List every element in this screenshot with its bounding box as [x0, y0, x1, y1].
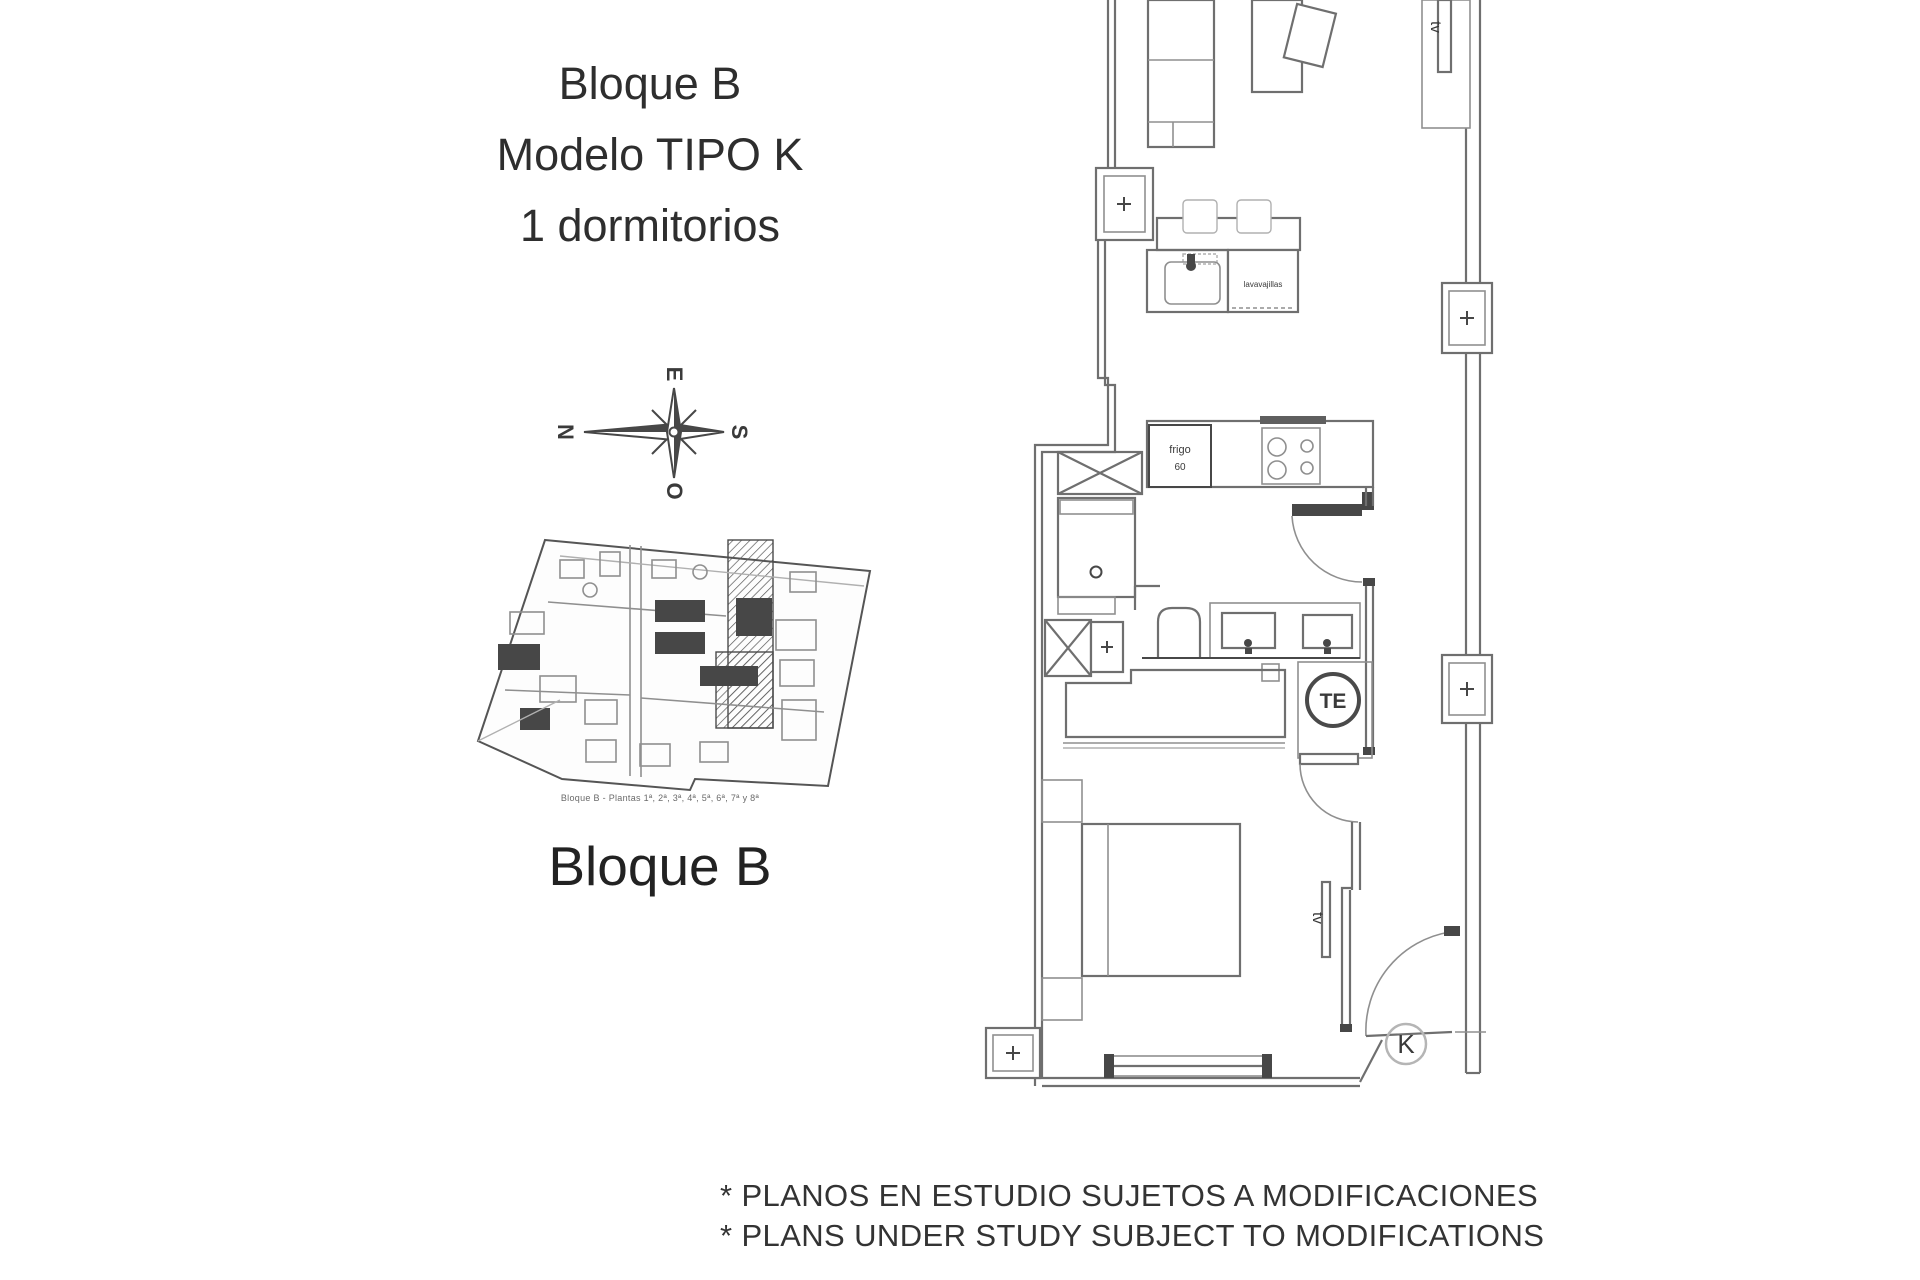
vanity: [1210, 603, 1360, 658]
bottom-wall: [1035, 1040, 1382, 1086]
dishwasher-label: lavavajillas: [1243, 280, 1283, 289]
water-heater: [1298, 662, 1372, 758]
bedroom-tv-label: tv: [1309, 912, 1326, 924]
pillar: [1442, 655, 1492, 723]
kitchen-counter: [1147, 416, 1373, 487]
bedroom: [1042, 780, 1240, 1020]
pillar: [1442, 283, 1492, 353]
shaft-upper: [1058, 452, 1142, 494]
title-model: Modelo TIPO K: [496, 129, 804, 180]
bed: [1082, 824, 1240, 976]
compass-south-label: S: [727, 424, 752, 440]
dishwasher: [1228, 250, 1298, 312]
kitchen-door: [1292, 492, 1374, 582]
water-heater-label: TE: [1319, 690, 1347, 713]
gallery-wall: [1442, 0, 1492, 1073]
toilet: [1158, 608, 1200, 657]
pillar: [1096, 168, 1153, 240]
compass-rose: [553, 367, 752, 500]
utility-room: [1058, 498, 1135, 614]
fridge: [1149, 425, 1211, 487]
fridge-label: frigo: [1169, 444, 1191, 456]
title-bedrooms: 1 dormitorios: [519, 200, 781, 251]
living-room: [1096, 0, 1470, 240]
compass-east-label: E: [662, 366, 687, 382]
unit-letter: K: [1397, 1029, 1415, 1059]
hob: [1260, 416, 1326, 484]
bedroom-door: [1300, 754, 1358, 822]
shaft-lower: [1045, 620, 1123, 676]
nightstand: [1042, 978, 1082, 1020]
tv-cabinet: [1422, 0, 1470, 128]
living-tv-label: tv: [1427, 21, 1444, 33]
title-block-name: Bloque B: [558, 58, 742, 109]
block-plan-caption: Bloque B - Plantas 1ª, 2ª, 3ª, 4ª, 5ª, 6ª, 7ª y 8ª: [560, 793, 760, 803]
pillar: [986, 1028, 1040, 1078]
apartment-floor-plan: [986, 0, 1492, 1086]
compass-west-label: O: [662, 482, 687, 500]
nightstand: [1042, 780, 1082, 822]
hall-partition: [1309, 822, 1360, 1032]
table-and-chair: [1252, 0, 1336, 92]
wardrobe: [1063, 670, 1285, 748]
block-plan-label: Bloque B: [548, 835, 772, 897]
bathroom: [1135, 586, 1360, 681]
unit-letter-badge: [1386, 1024, 1426, 1064]
disclaimer-en: * PLANS UNDER STUDY SUBJECT TO MODIFICATIONS: [720, 1218, 1545, 1253]
entrance-door: [1366, 926, 1460, 1036]
kitchen-sink-unit: [1147, 250, 1228, 312]
fridge-width-label: 60: [1174, 462, 1186, 473]
window: [1104, 1054, 1272, 1078]
block-site-plan: [478, 540, 870, 790]
corridor-wall: [1363, 487, 1375, 755]
sofa: [1148, 0, 1214, 147]
disclaimer-es: * PLANOS EN ESTUDIO SUJETOS A MODIFICACIONES: [720, 1178, 1539, 1213]
compass-north-label: N: [553, 424, 578, 440]
